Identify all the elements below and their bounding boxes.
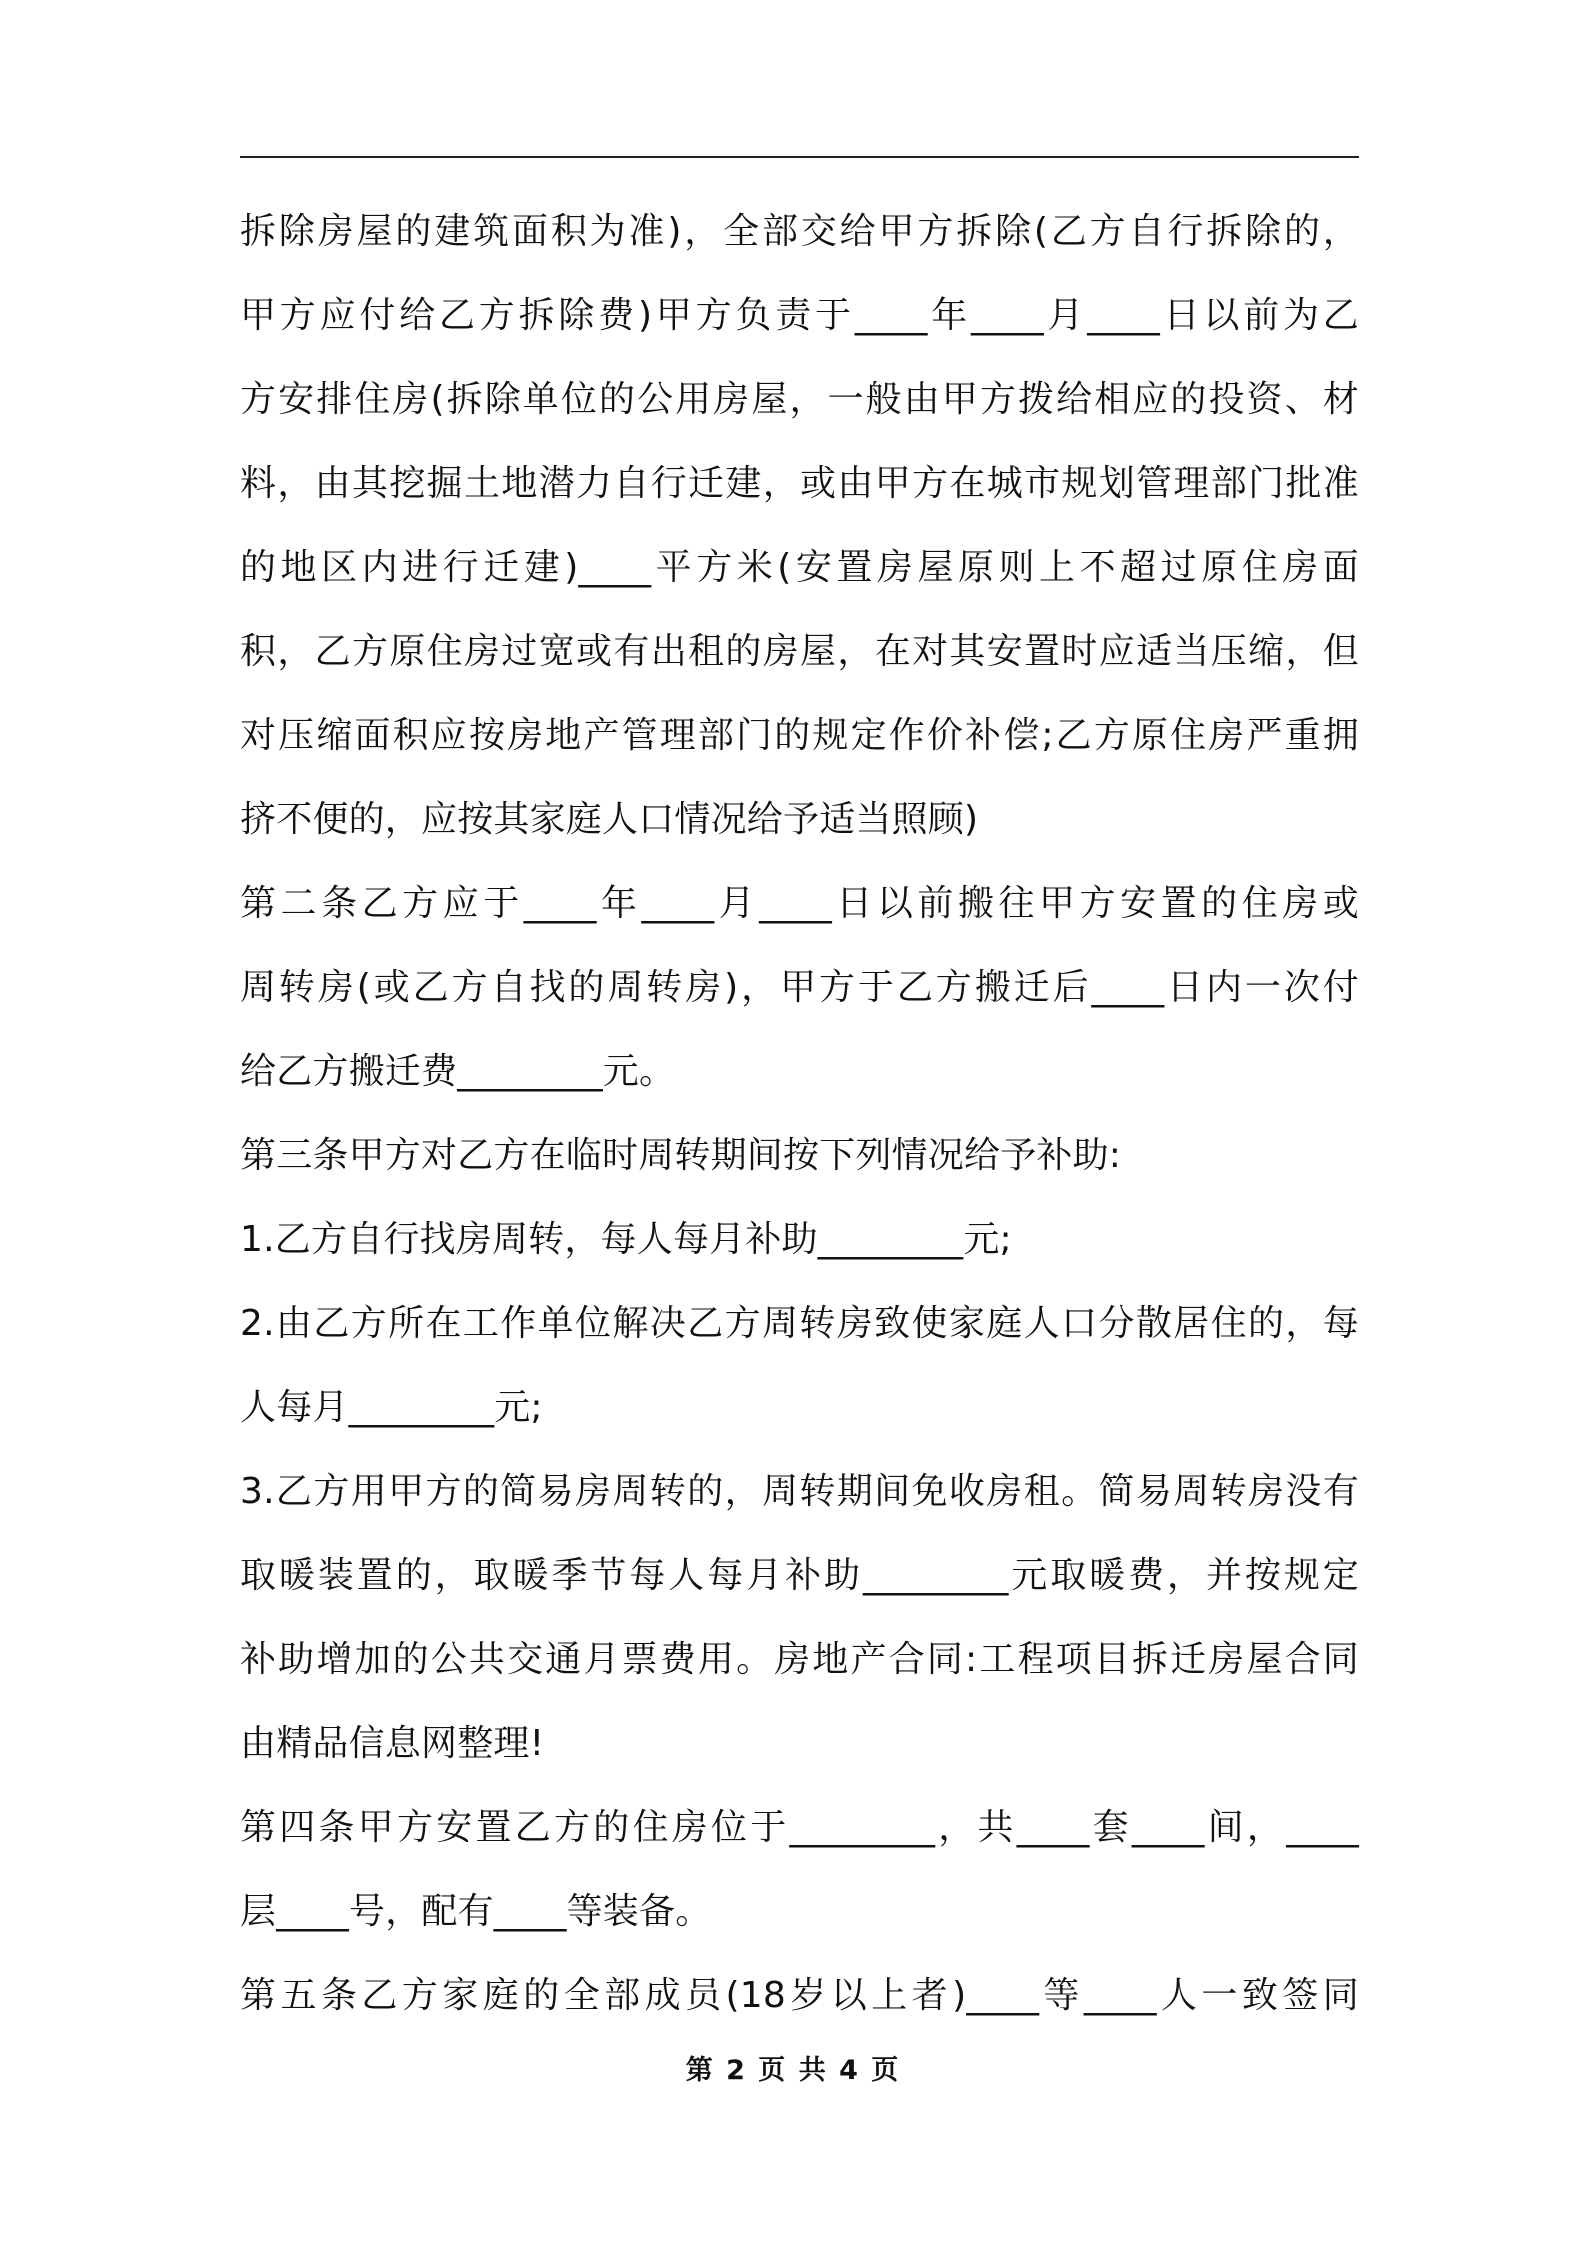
text-line: 取暖装置的，取暖季节每人每月补助________元取暖费，并按规定 [240, 1555, 1359, 1596]
text-line: 对压缩面积应按房地产管理部门的规定作价补偿;乙方原住房严重拥 [240, 715, 1359, 756]
text-line: 拆除房屋的建筑面积为准)，全部交给甲方拆除(乙方自行拆除的， [240, 211, 1359, 252]
item-3-line: 3.乙方用甲方的简易房周转的，周转期间免收房租。简易周转房没有 [240, 1471, 1359, 1512]
item-2-line: 2.由乙方所在工作单位解决乙方周转房致使家庭人口分散居住的，每 [240, 1303, 1359, 1344]
article-5-line: 第五条乙方家庭的全部成员(18岁以上者)____等____人一致签同 [240, 1975, 1359, 2016]
text-line: 补助增加的公共交通月票费用。房地产合同:工程项目拆迁房屋合同 [240, 1639, 1359, 1680]
page-number-footer: 第 2 页 共 4 页 [685, 2055, 901, 2086]
article-2-line: 第二条乙方应于____年____月____日以前搬往甲方安置的住房或 [240, 883, 1359, 924]
text-line: 挤不便的，应按其家庭人口情况给予适当照顾) [240, 799, 979, 840]
text-line: 由精品信息网整理! [240, 1723, 545, 1764]
text-line: 人每月________元; [240, 1387, 543, 1428]
text-line: 料，由其挖掘土地潜力自行迁建，或由甲方在城市规划管理部门批准 [240, 463, 1359, 504]
text-line: 的地区内进行迁建)____平方米(安置房屋原则上不超过原住房面 [240, 547, 1359, 588]
text-line: 周转房(或乙方自找的周转房)，甲方于乙方搬迁后____日内一次付 [240, 967, 1359, 1008]
text-line: 给乙方搬迁费________元。 [240, 1051, 676, 1092]
header-rule [240, 156, 1359, 158]
text-line: 积，乙方原住房过宽或有出租的房屋，在对其安置时应适当压缩，但 [240, 631, 1359, 672]
article-4-line: 第四条甲方安置乙方的住房位于________，共____套____间，____ [240, 1807, 1359, 1848]
article-3-line: 第三条甲方对乙方在临时周转期间按下列情况给予补助: [240, 1135, 1122, 1176]
document-body [240, 190, 1359, 2038]
text-line: 方安排住房(拆除单位的公用房屋，一般由甲方拨给相应的投资、材 [240, 379, 1359, 420]
item-1-line: 1.乙方自行找房周转，每人每月补助________元; [240, 1219, 1012, 1260]
text-line: 层____号，配有____等装备。 [240, 1891, 712, 1932]
text-line: 甲方应付给乙方拆除费)甲方负责于____年____月____日以前为乙 [240, 295, 1359, 336]
